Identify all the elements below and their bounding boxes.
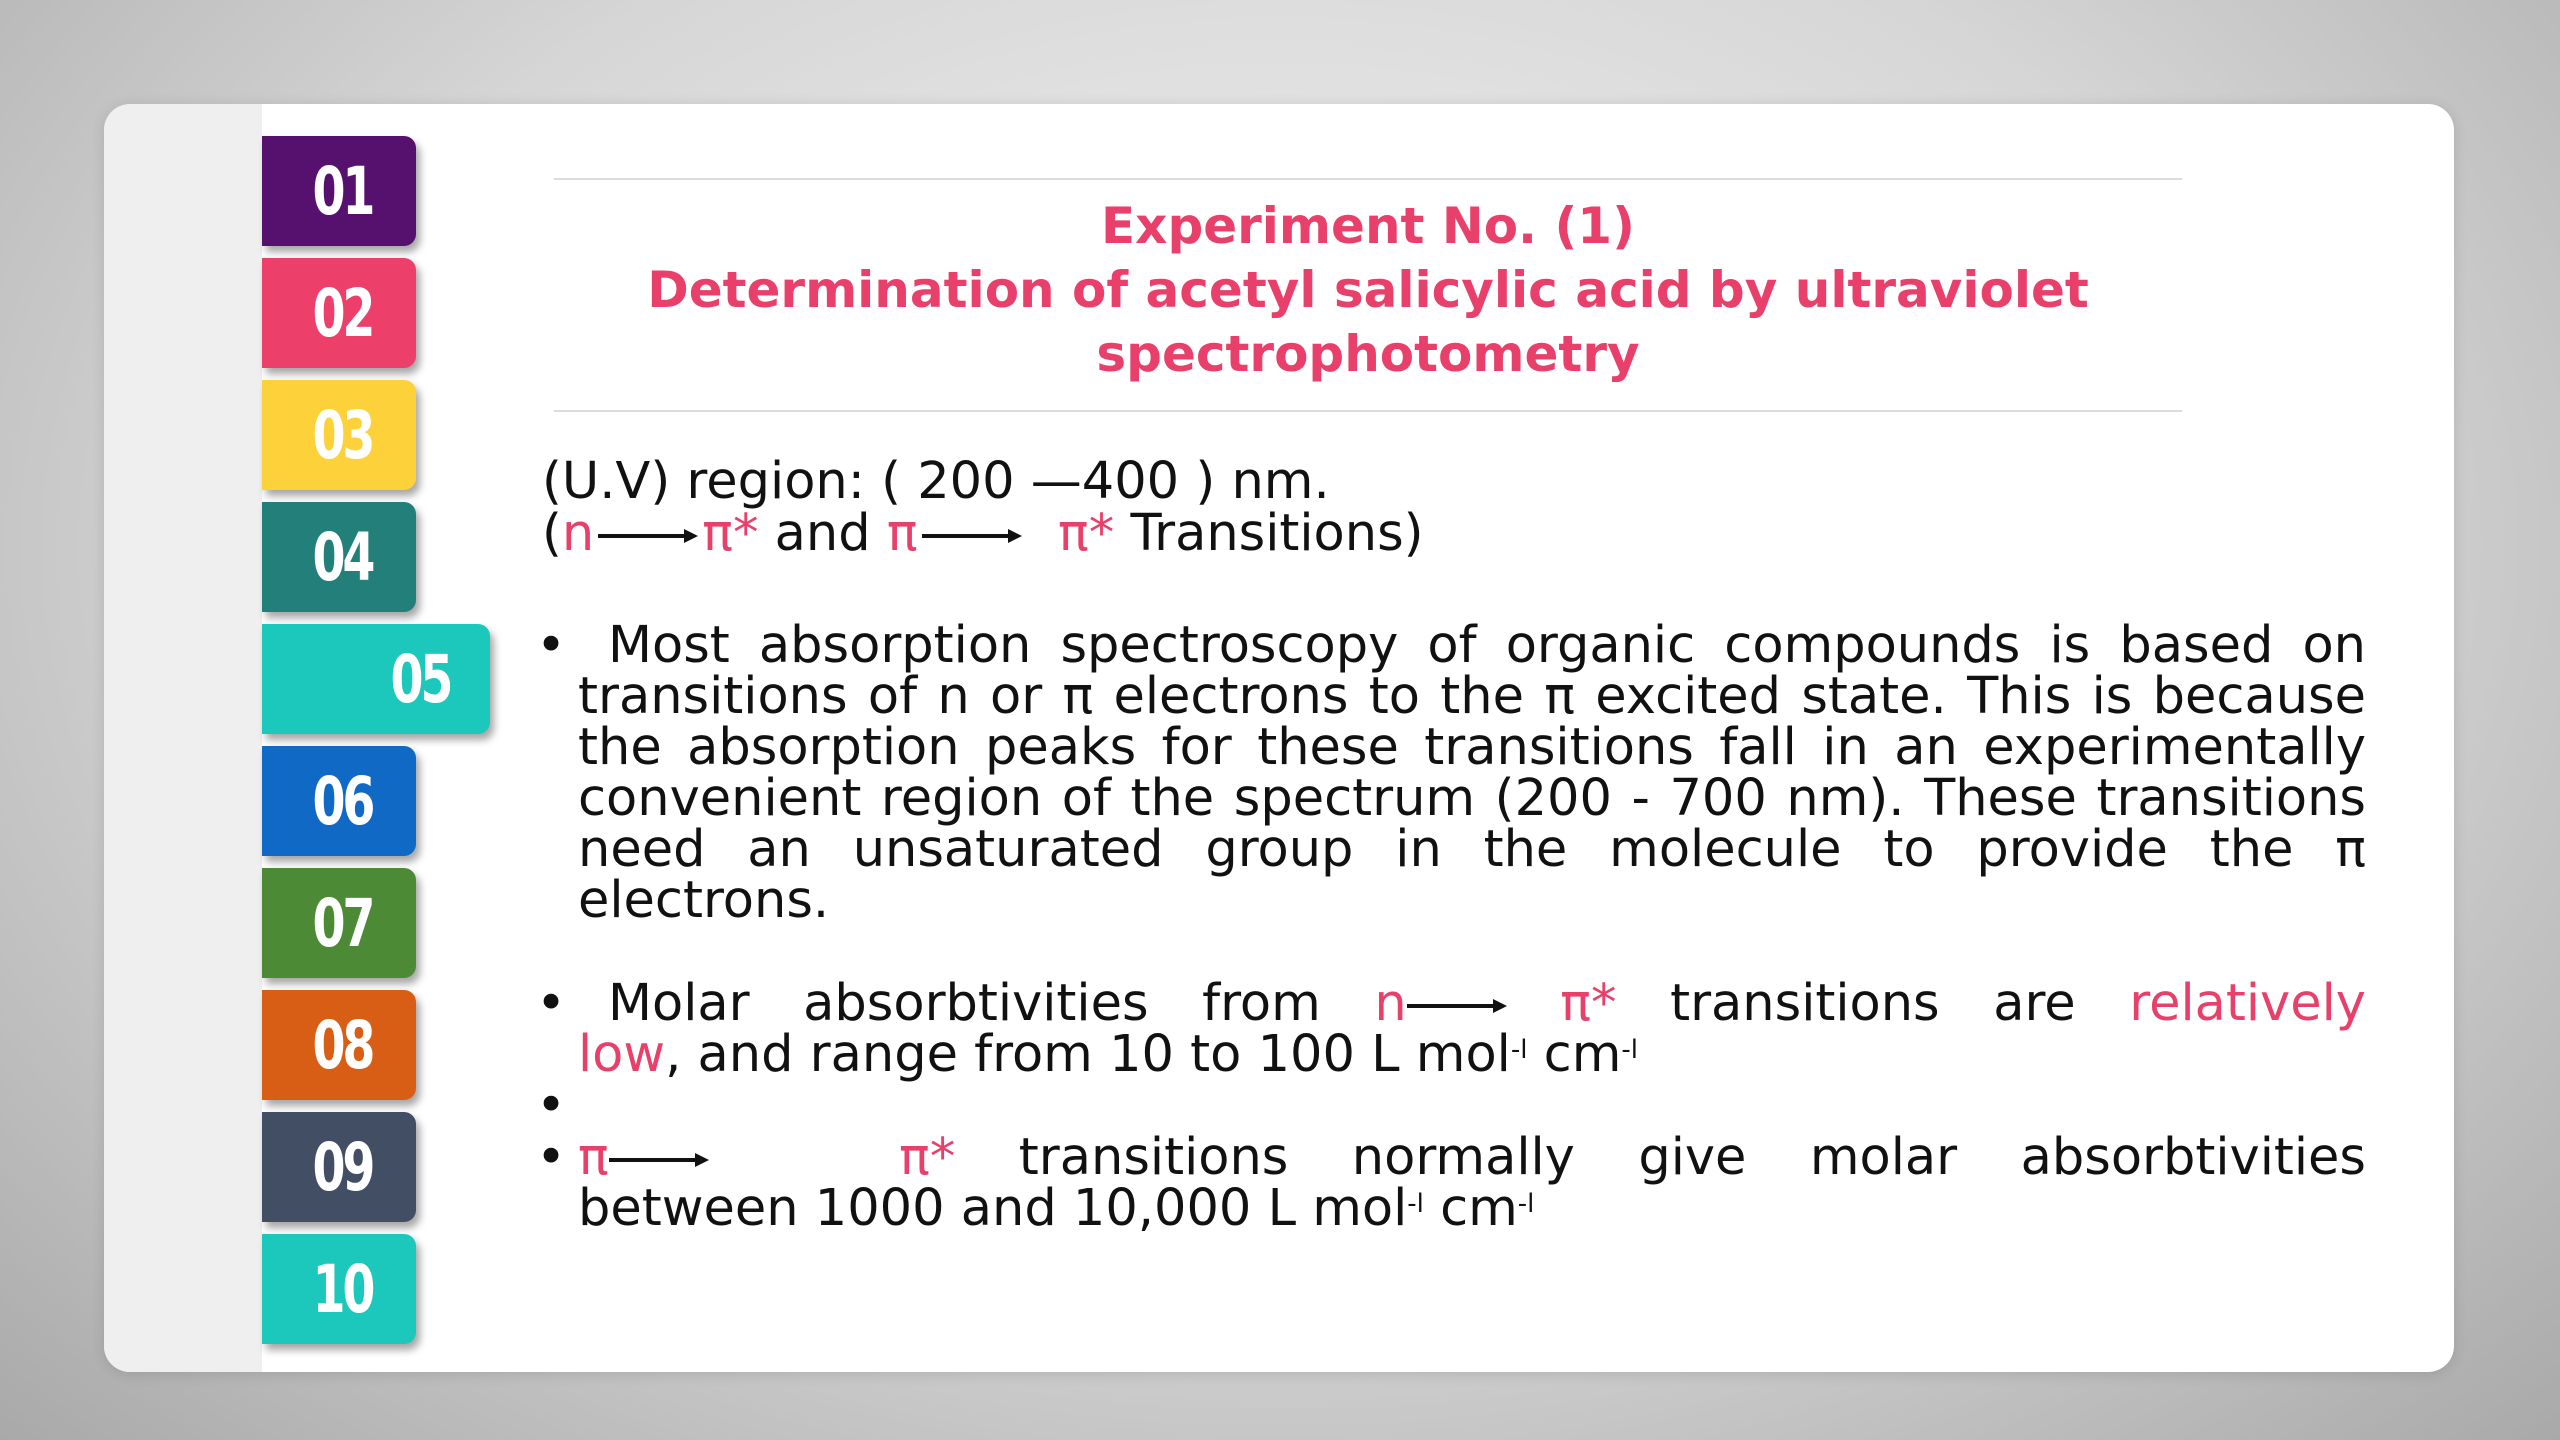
right-arrow-icon [598, 526, 698, 546]
pi-star-symbol: π* [1560, 974, 1617, 1033]
slide-title [554, 194, 2182, 386]
bullet-dot: • [536, 974, 567, 1033]
low-word: low [578, 1025, 666, 1084]
right-arrow-icon [922, 526, 1022, 546]
left-rail [104, 104, 262, 1372]
title-line-2: Determination of acetyl salicylic acid by ultraviolet [647, 261, 2089, 319]
right-arrow-icon [1407, 996, 1507, 1016]
tab-05-label: 05 [390, 640, 451, 718]
pi-star-symbol: π* [899, 1128, 956, 1187]
title-line-1: Experiment No. (1) [1101, 197, 1635, 255]
bullet-4-line-2-text: between 1000 and 10,000 L mol [578, 1179, 1408, 1238]
uv-region-line: (U.V) region: ( 200 —400 ) nm. [542, 452, 1330, 511]
tab-02[interactable] [262, 258, 416, 368]
pi-symbol: π [578, 1128, 609, 1187]
slide-card [104, 104, 2454, 1372]
transitions-word: Transitions) [1130, 504, 1424, 563]
tab-09-label: 09 [312, 1128, 372, 1206]
bullet-dot: • [536, 1076, 567, 1135]
bullet-4-line-1 [578, 1128, 2366, 1187]
bullet-dot: • [536, 1128, 567, 1187]
cm-unit: cm [1527, 1025, 1622, 1084]
tab-04[interactable] [262, 502, 416, 612]
tab-03-label: 03 [312, 396, 372, 474]
bullet-2-text [578, 974, 2366, 1084]
and-word: and [774, 504, 871, 563]
pi-star-symbol: π* [1058, 504, 1115, 563]
n-symbol: n [561, 504, 595, 563]
tab-01-label: 01 [312, 152, 372, 230]
intro-block [542, 452, 1424, 563]
tab-07[interactable] [262, 868, 416, 978]
bullet-2-line-1 [578, 974, 2366, 1033]
bullet-2-pre: Molar absorbtivities from [608, 974, 1321, 1033]
tab-05-active[interactable] [262, 624, 490, 734]
tab-01[interactable] [262, 136, 416, 246]
tab-07-label: 07 [312, 884, 372, 962]
tab-06-label: 06 [312, 762, 372, 840]
bullet-dot: • [536, 616, 567, 675]
superscript: -l [1517, 1189, 1535, 1219]
tab-09[interactable] [262, 1112, 416, 1222]
title-rule-bottom [554, 410, 2182, 412]
bullet-4-line-1-text: transitions normally give molar absorbtivities [1018, 1128, 2366, 1187]
tab-03[interactable] [262, 380, 416, 490]
superscript: -l [1510, 1035, 1528, 1065]
bullet-1-body: Most absorption spectroscopy of organic compounds is based on transitions of n or π electrons to the π excited state. This is because the absorption peaks for these transitions fall in an experimentally convenient region of the spectrum (200 - 700 nm). These transitions need an unsaturated group in the molecule to provide the π electrons. [578, 616, 2366, 930]
pi-symbol: π [886, 504, 918, 563]
bullet-4-text [578, 1128, 2366, 1238]
tab-06[interactable] [262, 746, 416, 856]
pi-star-symbol: π* [702, 504, 759, 563]
n-symbol: n [1374, 974, 1407, 1033]
title-line-3: spectrophotometry [1096, 325, 1640, 383]
tab-04-label: 04 [312, 518, 372, 596]
tab-10[interactable] [262, 1234, 416, 1344]
bullet-1-text [578, 616, 2366, 930]
relatively-word: relatively [2129, 974, 2366, 1033]
superscript: -l [1621, 1035, 1638, 1065]
bullet-4-line-2 [578, 1179, 2366, 1238]
right-arrow-icon [609, 1150, 709, 1170]
bullet-2-line-2 [578, 1025, 2366, 1084]
tab-08-label: 08 [312, 1006, 372, 1084]
cm-unit: cm [1423, 1179, 1518, 1238]
bullet-2-mid: transitions are [1670, 974, 2076, 1033]
title-rule-top [554, 178, 2182, 180]
transitions-line [542, 504, 1424, 563]
superscript: -l [1407, 1189, 1424, 1219]
tab-10-label: 10 [312, 1250, 372, 1328]
open-paren: ( [542, 504, 562, 563]
bullet-2-post: , and range from 10 to 100 L mol [665, 1025, 1511, 1084]
tab-02-label: 02 [312, 274, 372, 352]
tab-08[interactable] [262, 990, 416, 1100]
